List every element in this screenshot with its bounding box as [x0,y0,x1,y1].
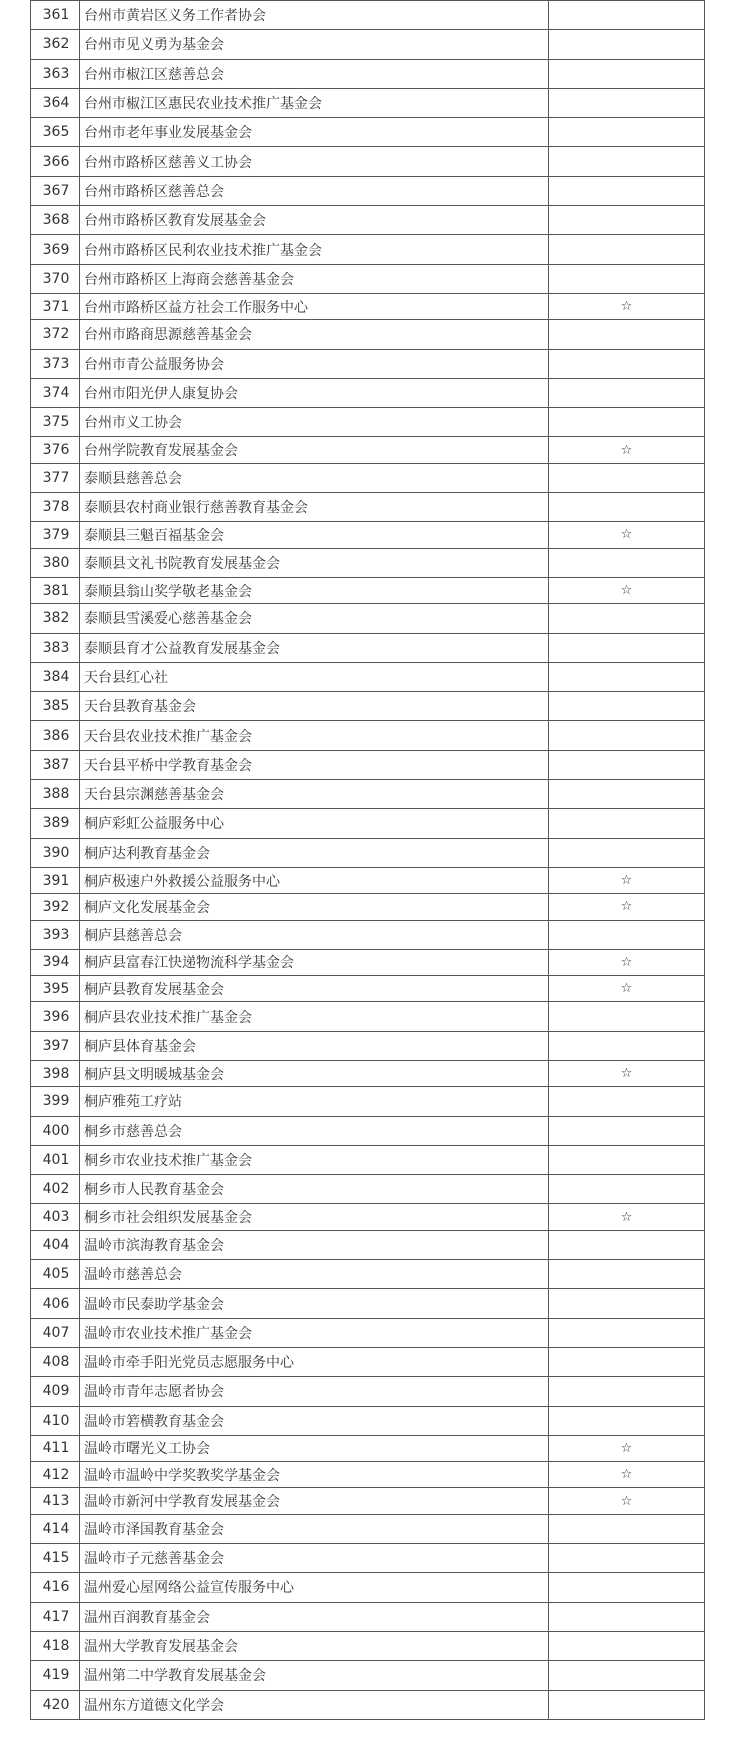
organization-name-cell: 天台县宗渊慈善基金会 [80,780,549,809]
table-row [31,59,705,88]
table-row [31,493,705,522]
mark-cell [549,176,705,205]
table-row [31,809,705,838]
organization-name-cell: 台州市老年事业发展基金会 [80,118,549,147]
table-row [31,1002,705,1031]
row-number-cell: 392 [31,894,80,920]
organization-name-cell: 桐庐彩虹公益服务中心 [80,809,549,838]
table-row [31,1031,705,1060]
star-icon: ☆ [549,293,705,319]
organization-name-cell: 泰顺县雪溪爱心慈善基金会 [80,604,549,633]
organization-name-cell: 桐庐县体育基金会 [80,1031,549,1060]
organization-name-cell: 天台县红心社 [80,662,549,691]
organization-name-cell: 台州市路桥区慈善义工协会 [80,147,549,176]
table-row [31,633,705,662]
organization-name-cell: 温岭市牵手阳光党员志愿服务中心 [80,1347,549,1376]
row-number-cell: 409 [31,1377,80,1406]
table-row [31,662,705,691]
row-number-cell: 364 [31,88,80,117]
row-number-cell: 373 [31,349,80,378]
organization-name-cell: 泰顺县翁山奖学敬老基金会 [80,577,549,603]
organization-name-cell: 台州市阳光伊人康复协会 [80,378,549,407]
table-row [31,780,705,809]
row-number-cell: 404 [31,1230,80,1259]
mark-cell [549,1175,705,1204]
table-row [31,1406,705,1435]
table-row [31,750,705,779]
table-row [31,1175,705,1204]
mark-cell [549,1573,705,1602]
organization-name-cell: 台州市见义勇为基金会 [80,30,549,59]
mark-cell [549,206,705,235]
mark-cell [549,493,705,522]
organization-name-cell: 温岭市民泰助学基金会 [80,1289,549,1318]
organization-name-cell: 桐庐雅苑工疗站 [80,1087,549,1116]
table-row [31,437,705,463]
table-row [31,1377,705,1406]
mark-cell [549,147,705,176]
row-number-cell: 400 [31,1116,80,1145]
row-number-cell: 410 [31,1406,80,1435]
organization-name-cell: 台州学院教育发展基金会 [80,437,549,463]
row-number-cell: 366 [31,147,80,176]
organization-name-cell: 桐庐达利教育基金会 [80,838,549,867]
star-icon: ☆ [549,1204,705,1230]
row-number-cell: 371 [31,293,80,319]
row-number-cell: 384 [31,662,80,691]
table-row [31,1347,705,1376]
mark-cell [549,118,705,147]
table-row [31,604,705,633]
table-row [31,147,705,176]
row-number-cell: 386 [31,721,80,750]
organization-name-cell: 天台县农业技术推广基金会 [80,721,549,750]
row-number-cell: 362 [31,30,80,59]
organization-name-cell: 桐乡市农业技术推广基金会 [80,1145,549,1174]
table-row [31,118,705,147]
organization-name-cell: 台州市路桥区民利农业技术推广基金会 [80,235,549,264]
organization-name-cell: 桐庐县教育发展基金会 [80,976,549,1002]
mark-cell [549,1002,705,1031]
table-row [31,1289,705,1318]
row-number-cell: 363 [31,59,80,88]
organization-name-cell: 泰顺县育才公益教育发展基金会 [80,633,549,662]
row-number-cell: 376 [31,437,80,463]
table-row [31,522,705,548]
organization-name-cell: 桐庐极速户外救援公益服务中心 [80,867,549,893]
table-row [31,577,705,603]
table-row [31,320,705,349]
table-row [31,867,705,893]
mark-cell [549,1631,705,1660]
row-number-cell: 393 [31,920,80,949]
row-number-cell: 380 [31,548,80,577]
organization-name-cell: 泰顺县文礼书院教育发展基金会 [80,548,549,577]
star-icon: ☆ [549,867,705,893]
mark-cell [549,59,705,88]
mark-cell [549,633,705,662]
mark-cell [549,1230,705,1259]
mark-cell [549,721,705,750]
organization-name-cell: 桐乡市慈善总会 [80,1116,549,1145]
table-row [31,264,705,293]
organization-name-cell: 温岭市箬横教育基金会 [80,1406,549,1435]
table-row [31,692,705,721]
mark-cell [549,692,705,721]
row-number-cell: 387 [31,750,80,779]
table-row [31,1462,705,1488]
organization-name-cell: 温州百润教育基金会 [80,1602,549,1631]
table-row [31,293,705,319]
row-number-cell: 413 [31,1488,80,1514]
mark-cell [549,1260,705,1289]
table-row [31,1514,705,1543]
mark-cell [549,1289,705,1318]
organization-name-cell: 台州市路商思源慈善基金会 [80,320,549,349]
row-number-cell: 420 [31,1690,80,1719]
organization-name-cell: 桐庐县富春江快递物流科学基金会 [80,949,549,975]
organization-name-cell: 台州市椒江区慈善总会 [80,59,549,88]
row-number-cell: 372 [31,320,80,349]
organization-name-cell: 天台县平桥中学教育基金会 [80,750,549,779]
table-row [31,30,705,59]
table-row [31,1116,705,1145]
mark-cell [549,349,705,378]
table-row [31,1488,705,1514]
mark-cell [549,1602,705,1631]
organization-name-cell: 台州市路桥区益方社会工作服务中心 [80,293,549,319]
row-number-cell: 388 [31,780,80,809]
mark-cell [549,1347,705,1376]
organization-name-cell: 台州市椒江区惠民农业技术推广基金会 [80,88,549,117]
row-number-cell: 374 [31,378,80,407]
mark-cell [549,264,705,293]
table-row [31,1602,705,1631]
row-number-cell: 377 [31,463,80,492]
table-row [31,1,705,30]
table-row [31,894,705,920]
row-number-cell: 406 [31,1289,80,1318]
table-row [31,920,705,949]
table-row [31,1573,705,1602]
table-row [31,721,705,750]
table-row [31,1544,705,1573]
row-number-cell: 403 [31,1204,80,1230]
table-row [31,408,705,437]
mark-cell [549,1116,705,1145]
mark-cell [549,662,705,691]
table-row [31,378,705,407]
organization-name-cell: 桐庐文化发展基金会 [80,894,549,920]
star-icon: ☆ [549,949,705,975]
star-icon: ☆ [549,1060,705,1086]
row-number-cell: 412 [31,1462,80,1488]
mark-cell [549,838,705,867]
row-number-cell: 408 [31,1347,80,1376]
row-number-cell: 391 [31,867,80,893]
mark-cell [549,88,705,117]
row-number-cell: 394 [31,949,80,975]
organization-table-grid [30,0,705,1720]
row-number-cell: 398 [31,1060,80,1086]
organization-name-cell: 温岭市滨海教育基金会 [80,1230,549,1259]
row-number-cell: 365 [31,118,80,147]
mark-cell [549,1690,705,1719]
mark-cell [549,548,705,577]
table-row [31,235,705,264]
row-number-cell: 414 [31,1514,80,1543]
table-row [31,838,705,867]
row-number-cell: 407 [31,1318,80,1347]
row-number-cell: 417 [31,1602,80,1631]
organization-name-cell: 温州第二中学教育发展基金会 [80,1661,549,1690]
table-row [31,176,705,205]
mark-cell [549,1514,705,1543]
table-row [31,1690,705,1719]
row-number-cell: 382 [31,604,80,633]
mark-cell [549,780,705,809]
table-row [31,349,705,378]
organization-name-cell: 温州东方道德文化学会 [80,1690,549,1719]
organization-name-cell: 泰顺县农村商业银行慈善教育基金会 [80,493,549,522]
row-number-cell: 367 [31,176,80,205]
row-number-cell: 396 [31,1002,80,1031]
organization-table [30,0,705,1720]
row-number-cell: 375 [31,408,80,437]
organization-name-cell: 桐乡市社会组织发展基金会 [80,1204,549,1230]
row-number-cell: 370 [31,264,80,293]
table-row [31,1204,705,1230]
organization-name-cell: 温岭市泽国教育基金会 [80,1514,549,1543]
mark-cell [549,1377,705,1406]
mark-cell [549,1406,705,1435]
mark-cell [549,463,705,492]
organization-name-cell: 台州市青公益服务协会 [80,349,549,378]
table-row [31,1087,705,1116]
table-row [31,1230,705,1259]
organization-name-cell: 桐乡市人民教育基金会 [80,1175,549,1204]
row-number-cell: 419 [31,1661,80,1690]
organization-table-body [31,1,705,1720]
star-icon: ☆ [549,577,705,603]
organization-name-cell: 台州市义工协会 [80,408,549,437]
star-icon: ☆ [549,1488,705,1514]
star-icon: ☆ [549,1462,705,1488]
mark-cell [549,1,705,30]
organization-name-cell: 桐庐县农业技术推广基金会 [80,1002,549,1031]
organization-name-cell: 温岭市温岭中学奖教奖学基金会 [80,1462,549,1488]
mark-cell [549,30,705,59]
row-number-cell: 369 [31,235,80,264]
table-row [31,88,705,117]
star-icon: ☆ [549,976,705,1002]
organization-name-cell: 台州市黄岩区义务工作者协会 [80,1,549,30]
mark-cell [549,378,705,407]
row-number-cell: 381 [31,577,80,603]
mark-cell [549,320,705,349]
organization-name-cell: 泰顺县慈善总会 [80,463,549,492]
organization-name-cell: 台州市路桥区上海商会慈善基金会 [80,264,549,293]
row-number-cell: 378 [31,493,80,522]
star-icon: ☆ [549,894,705,920]
table-row [31,976,705,1002]
mark-cell [549,1544,705,1573]
organization-name-cell: 台州市路桥区慈善总会 [80,176,549,205]
organization-name-cell: 温岭市青年志愿者协会 [80,1377,549,1406]
mark-cell [549,408,705,437]
row-number-cell: 368 [31,206,80,235]
organization-name-cell: 桐庐县慈善总会 [80,920,549,949]
mark-cell [549,1087,705,1116]
row-number-cell: 411 [31,1435,80,1461]
table-row [31,206,705,235]
organization-name-cell: 温岭市子元慈善基金会 [80,1544,549,1573]
table-row [31,463,705,492]
star-icon: ☆ [549,522,705,548]
organization-name-cell: 台州市路桥区教育发展基金会 [80,206,549,235]
mark-cell [549,604,705,633]
row-number-cell: 390 [31,838,80,867]
table-row [31,1631,705,1660]
table-row [31,548,705,577]
table-row [31,1260,705,1289]
row-number-cell: 379 [31,522,80,548]
organization-name-cell: 温岭市慈善总会 [80,1260,549,1289]
table-row [31,1145,705,1174]
row-number-cell: 385 [31,692,80,721]
row-number-cell: 418 [31,1631,80,1660]
table-row [31,1060,705,1086]
mark-cell [549,1318,705,1347]
row-number-cell: 415 [31,1544,80,1573]
mark-cell [549,809,705,838]
organization-name-cell: 天台县教育基金会 [80,692,549,721]
row-number-cell: 397 [31,1031,80,1060]
organization-name-cell: 泰顺县三魁百福基金会 [80,522,549,548]
row-number-cell: 389 [31,809,80,838]
row-number-cell: 383 [31,633,80,662]
row-number-cell: 399 [31,1087,80,1116]
row-number-cell: 405 [31,1260,80,1289]
organization-name-cell: 温岭市新河中学教育发展基金会 [80,1488,549,1514]
row-number-cell: 416 [31,1573,80,1602]
organization-name-cell: 温州大学教育发展基金会 [80,1631,549,1660]
row-number-cell: 361 [31,1,80,30]
row-number-cell: 395 [31,976,80,1002]
mark-cell [549,1145,705,1174]
mark-cell [549,1661,705,1690]
mark-cell [549,1031,705,1060]
table-row [31,1318,705,1347]
mark-cell [549,750,705,779]
organization-name-cell: 温岭市曙光义工协会 [80,1435,549,1461]
row-number-cell: 401 [31,1145,80,1174]
star-icon: ☆ [549,1435,705,1461]
table-row [31,1435,705,1461]
mark-cell [549,920,705,949]
mark-cell [549,235,705,264]
table-row [31,949,705,975]
star-icon: ☆ [549,437,705,463]
row-number-cell: 402 [31,1175,80,1204]
organization-name-cell: 温岭市农业技术推广基金会 [80,1318,549,1347]
organization-name-cell: 温州爱心屋网络公益宣传服务中心 [80,1573,549,1602]
organization-name-cell: 桐庐县文明暖城基金会 [80,1060,549,1086]
table-row [31,1661,705,1690]
